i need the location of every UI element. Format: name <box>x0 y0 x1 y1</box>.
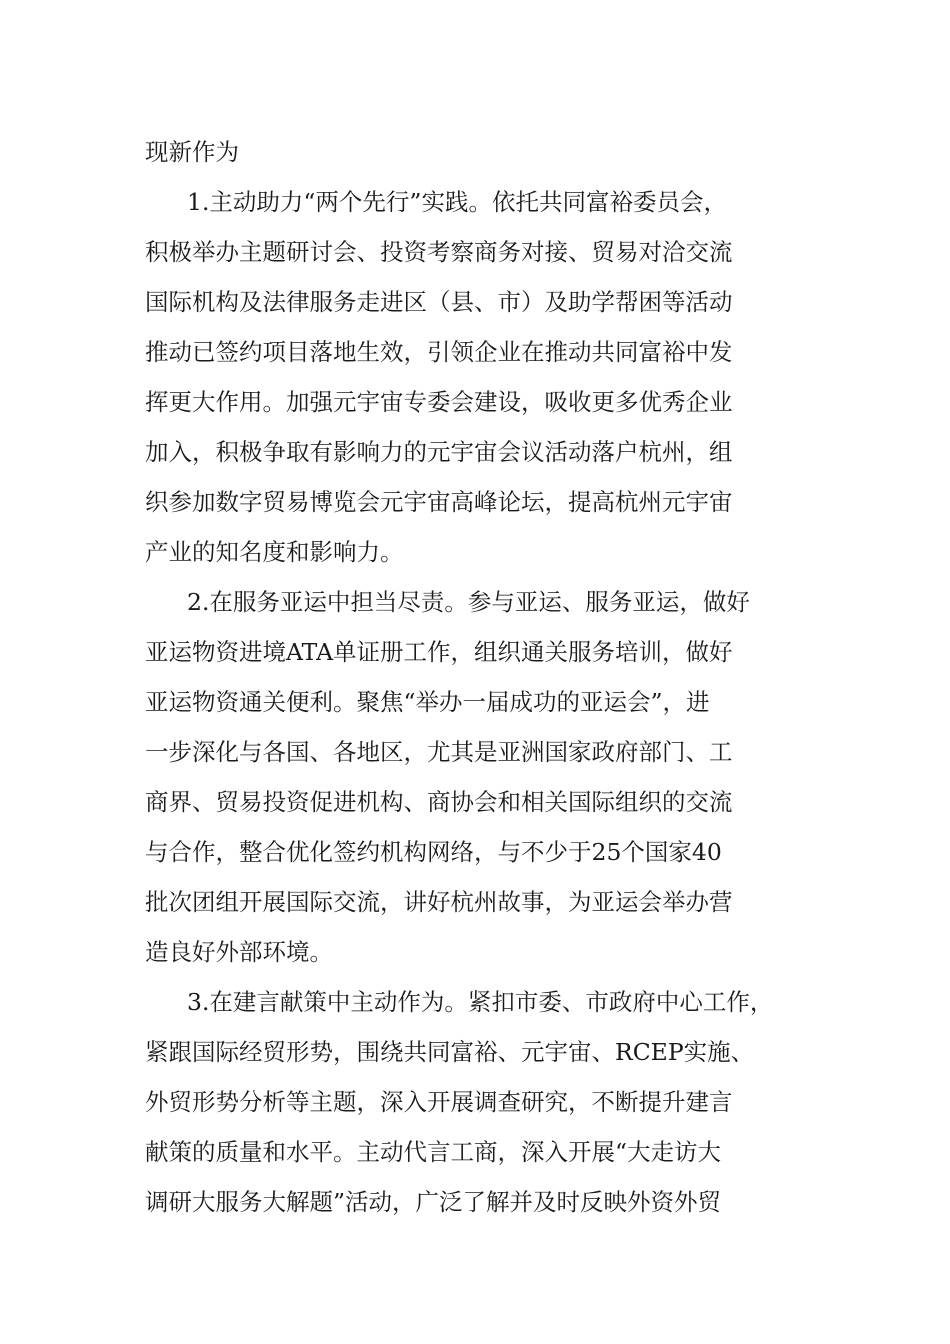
text-line: 一步深化与各国、各地区，尤其是亚洲国家政府部门、工 <box>145 738 733 766</box>
text-line: 造良好外部环境。 <box>145 938 333 966</box>
text-line: 亚运物资通关便利。聚焦“举办一届成功的亚运会”，进 <box>145 688 710 716</box>
text-line: 推动已签约项目落地生效，引领企业在推动共同富裕中发 <box>145 338 733 366</box>
text-line: 调研大服务大解题”活动，广泛了解并及时反映外资外贸 <box>145 1188 722 1216</box>
text-line: 积极举办主题研讨会、投资考察商务对接、贸易对洽交流 <box>145 238 733 266</box>
text-line: 产业的知名度和影响力。 <box>145 538 404 566</box>
text-line: 国际机构及法律服务走进区（县、市）及助学帮困等活动 <box>145 288 733 316</box>
text-line: 批次团组开展国际交流，讲好杭州故事，为亚运会举办营 <box>145 888 733 916</box>
text-line: 紧跟国际经贸形势，围绕共同富裕、元宇宙、RCEP实施、 <box>145 1038 755 1066</box>
text-line: 商界、贸易投资促进机构、商协会和相关国际组织的交流 <box>145 788 733 816</box>
text-line: 3.在建言献策中主动作为。紧扣市委、市政府中心工作， <box>187 988 774 1016</box>
text-line: 现新作为 <box>145 138 239 166</box>
text-line: 献策的质量和水平。主动代言工商，深入开展“大走访大 <box>145 1138 722 1166</box>
text-line: 挥更大作用。加强元宇宙专委会建设，吸收更多优秀企业 <box>145 388 733 416</box>
text-line: 亚运物资进境ATA单证册工作，组织通关服务培训，做好 <box>145 638 733 666</box>
text-line: 与合作，整合优化签约机构网络，与不少于25个国家40 <box>145 838 722 866</box>
text-line: 1.主动助力“两个先行”实践。依托共同富裕委员会， <box>187 188 727 216</box>
text-line: 2.在服务亚运中担当尽责。参与亚运、服务亚运，做好 <box>187 588 750 616</box>
text-line: 加入，积极争取有影响力的元宇宙会议活动落户杭州，组 <box>145 438 733 466</box>
text-line: 外贸形势分析等主题，深入开展调查研究，不断提升建言 <box>145 1088 733 1116</box>
text-line: 织参加数字贸易博览会元宇宙高峰论坛，提高杭州元宇宙 <box>145 488 733 516</box>
